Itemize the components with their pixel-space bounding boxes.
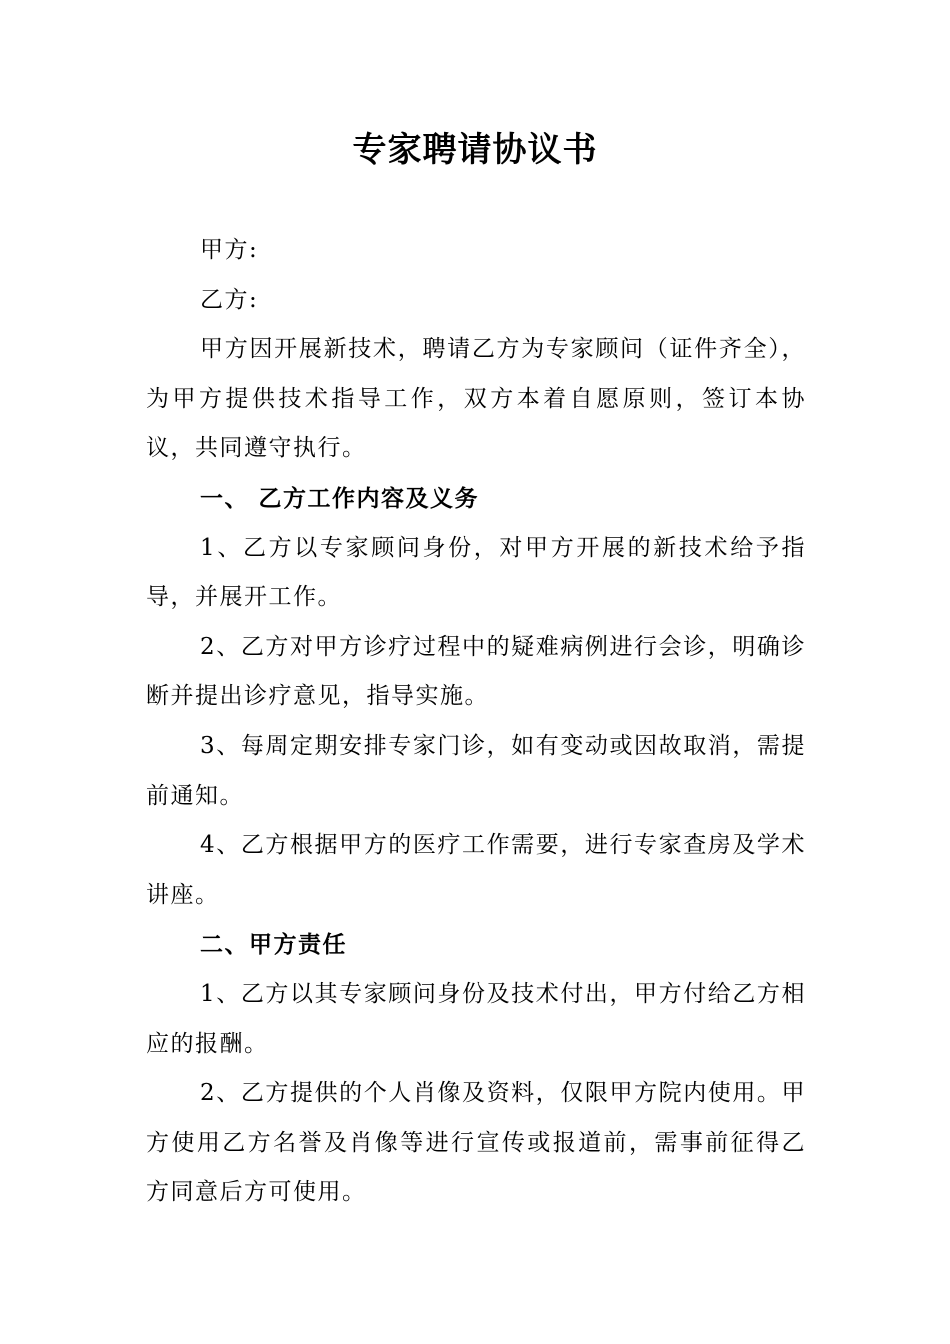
party-b-line: 乙方: xyxy=(200,286,259,313)
intro-paragraph: 甲方因开展新技术，聘请乙方为专家顾问（证件齐全），为甲方提供技术指导工作，双方本着自愿原则，签订本协议，共同遵守执行。 xyxy=(146,336,806,462)
clause-1-1: 1、乙方以专家顾问身份，对甲方开展的新技术给予指导，并展开工作。 xyxy=(146,534,806,611)
clause-2-1: 1、乙方以其专家顾问身份及技术付出，甲方付给乙方相应的报酬。 xyxy=(146,980,806,1057)
document-body xyxy=(146,226,806,1218)
party-a-line: 甲方: xyxy=(200,237,259,263)
clause-1-3: 3、每周定期安排专家门诊，如有变动或因故取消，需提前通知。 xyxy=(146,732,806,809)
clause-1-4: 4、乙方根据甲方的医疗工作需要，进行专家查房及学术讲座。 xyxy=(146,832,806,908)
clause-1-2: 2、乙方对甲方诊疗过程中的疑难病例进行会诊，明确诊断并提出诊疗意见，指导实施。 xyxy=(146,633,806,710)
clause-2-2: 2、乙方提供的个人肖像及资料，仅限甲方院内使用。甲方使用乙方名誉及肖像等进行宣传或报道前，需事前征得乙方同意后方可使用。 xyxy=(146,1080,806,1206)
section-heading-1: 一、 乙方工作内容及义务 xyxy=(200,484,480,512)
section-heading-2: 二、甲方责任 xyxy=(200,931,348,959)
document-title: 专家聘请协议书 xyxy=(352,130,598,170)
